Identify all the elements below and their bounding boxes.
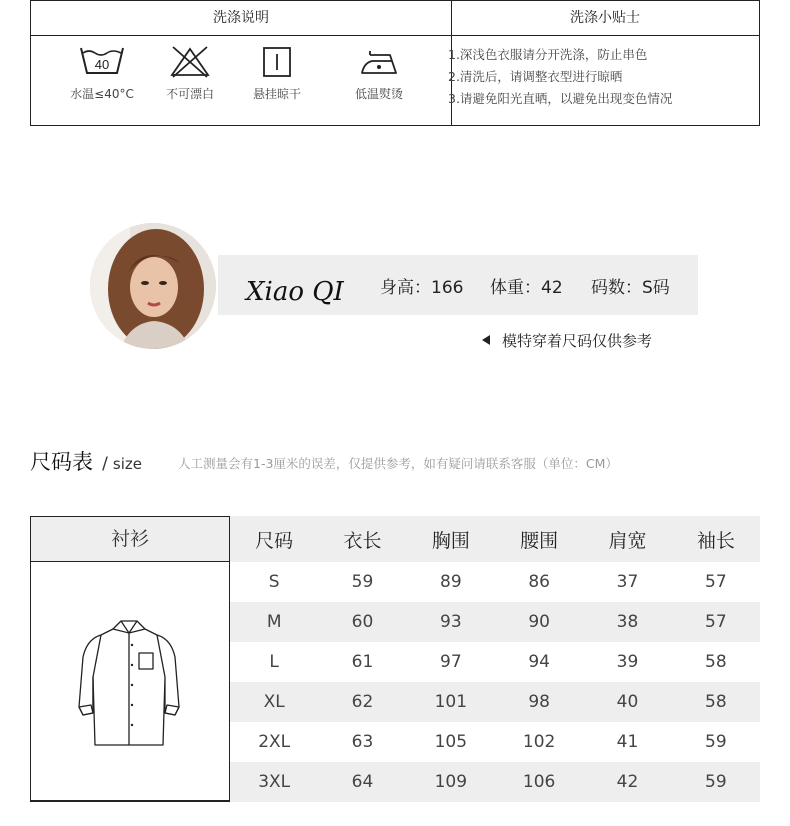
table-row — [230, 602, 760, 642]
table-cell: 3XL — [230, 762, 318, 802]
care-tip-2: 2.清洗后，请调整衣型进行晾晒 — [448, 69, 623, 84]
table-cell: 94 — [528, 652, 550, 672]
table-cell: 38 — [583, 602, 671, 642]
table-cell: 90 — [495, 602, 583, 642]
garment-title: 衬衫 — [31, 517, 229, 562]
table-cell: XL — [230, 682, 318, 722]
model-name-signature — [244, 262, 370, 312]
model-note — [482, 330, 652, 351]
care-tips-title: 洗涤小贴士 — [451, 1, 759, 36]
table-cell: 64 — [318, 762, 406, 802]
col-shoulder: 肩宽 — [583, 516, 671, 562]
table-cell: 60 — [318, 602, 406, 642]
model-note-text: 模特穿着尺码仅供参考 — [502, 332, 653, 350]
bleach-label: 不可漂白 — [165, 87, 214, 101]
table-cell: L — [269, 652, 279, 672]
table-row — [230, 762, 760, 802]
table-cell: 57 — [672, 602, 760, 642]
size-table — [230, 516, 760, 802]
low-iron-icon — [356, 45, 402, 79]
col-size: 尺码 — [230, 516, 318, 562]
table-cell: 102 — [522, 732, 556, 752]
no-bleach-icon — [167, 45, 213, 79]
size-title-en: size — [112, 455, 143, 473]
size-table-header — [230, 516, 760, 562]
size-chart-note: 人工测量会有1-3厘米的误差，仅提供参考，如有疑问请联系客服（单位：CM） — [178, 456, 618, 471]
size-chart-title — [30, 446, 142, 476]
care-item-wash — [57, 45, 147, 102]
size-title-cn: 尺码表 — [30, 450, 93, 474]
table-cell: 93 — [407, 602, 495, 642]
table-cell: 42 — [583, 762, 671, 802]
table-cell: 101 — [407, 682, 495, 722]
model-height: 身高：166 — [380, 278, 464, 298]
iron-label: 低温熨烫 — [354, 87, 403, 101]
model-portrait-image — [90, 223, 216, 349]
garment-bottom-line — [30, 800, 230, 801]
table-cell: 106 — [495, 762, 583, 802]
shirt-icon — [73, 617, 185, 747]
table-cell: 37 — [616, 572, 639, 592]
table-cell: 97 — [440, 652, 462, 672]
table-cell: 61 — [351, 652, 374, 672]
table-cell: 40 — [583, 682, 671, 722]
wash-label: 水温≤40°C — [70, 87, 134, 101]
table-row — [230, 562, 760, 602]
table-cell: M — [230, 602, 318, 642]
table-cell: 62 — [318, 682, 406, 722]
model-name: Xiao QI — [246, 277, 344, 307]
model-size: 码数：S码 — [591, 278, 670, 298]
table-cell: 59 — [351, 572, 374, 592]
wash-temp-value: 40 — [94, 57, 110, 72]
table-cell: 39 — [616, 652, 639, 672]
table-cell: 58 — [672, 682, 760, 722]
table-cell: 86 — [528, 572, 550, 592]
wash-40-icon — [79, 45, 125, 75]
table-cell: 98 — [495, 682, 583, 722]
table-cell: 105 — [434, 732, 468, 752]
hang-dry-icon — [261, 45, 293, 79]
table-cell: 59 — [705, 732, 727, 752]
col-waist: 腰围 — [495, 516, 583, 562]
care-item-iron — [334, 45, 424, 102]
table-row — [230, 642, 760, 682]
triangle-left-icon — [482, 335, 490, 345]
col-bust: 胸围 — [407, 516, 495, 562]
care-item-bleach — [145, 45, 235, 102]
table-row — [230, 682, 760, 722]
garment-panel — [30, 516, 230, 802]
col-length: 衣长 — [318, 516, 406, 562]
table-cell: 58 — [705, 652, 727, 672]
care-tip-1: 1.深浅色衣服请分开洗涤，防止串色 — [448, 47, 648, 62]
col-sleeve: 袖长 — [672, 516, 760, 562]
table-cell: 59 — [672, 762, 760, 802]
model-weight: 体重：42 — [490, 278, 563, 298]
table-row — [230, 722, 760, 762]
table-cell: 2XL — [258, 732, 291, 752]
care-item-dry — [232, 45, 322, 102]
table-cell: S — [268, 572, 280, 592]
table-cell: 109 — [407, 762, 495, 802]
care-title: 洗涤说明 — [31, 1, 451, 36]
care-tip-3: 3.请避免阳光直晒，以避免出现变色情况 — [448, 91, 673, 106]
table-cell: 57 — [705, 572, 727, 592]
dry-label: 悬挂晾干 — [252, 87, 301, 101]
model-avatar — [90, 223, 216, 349]
size-title-separator: / — [102, 454, 108, 474]
table-cell: 41 — [616, 732, 639, 752]
care-tips — [448, 44, 748, 110]
table-cell: 89 — [440, 572, 462, 592]
table-cell: 63 — [351, 732, 374, 752]
